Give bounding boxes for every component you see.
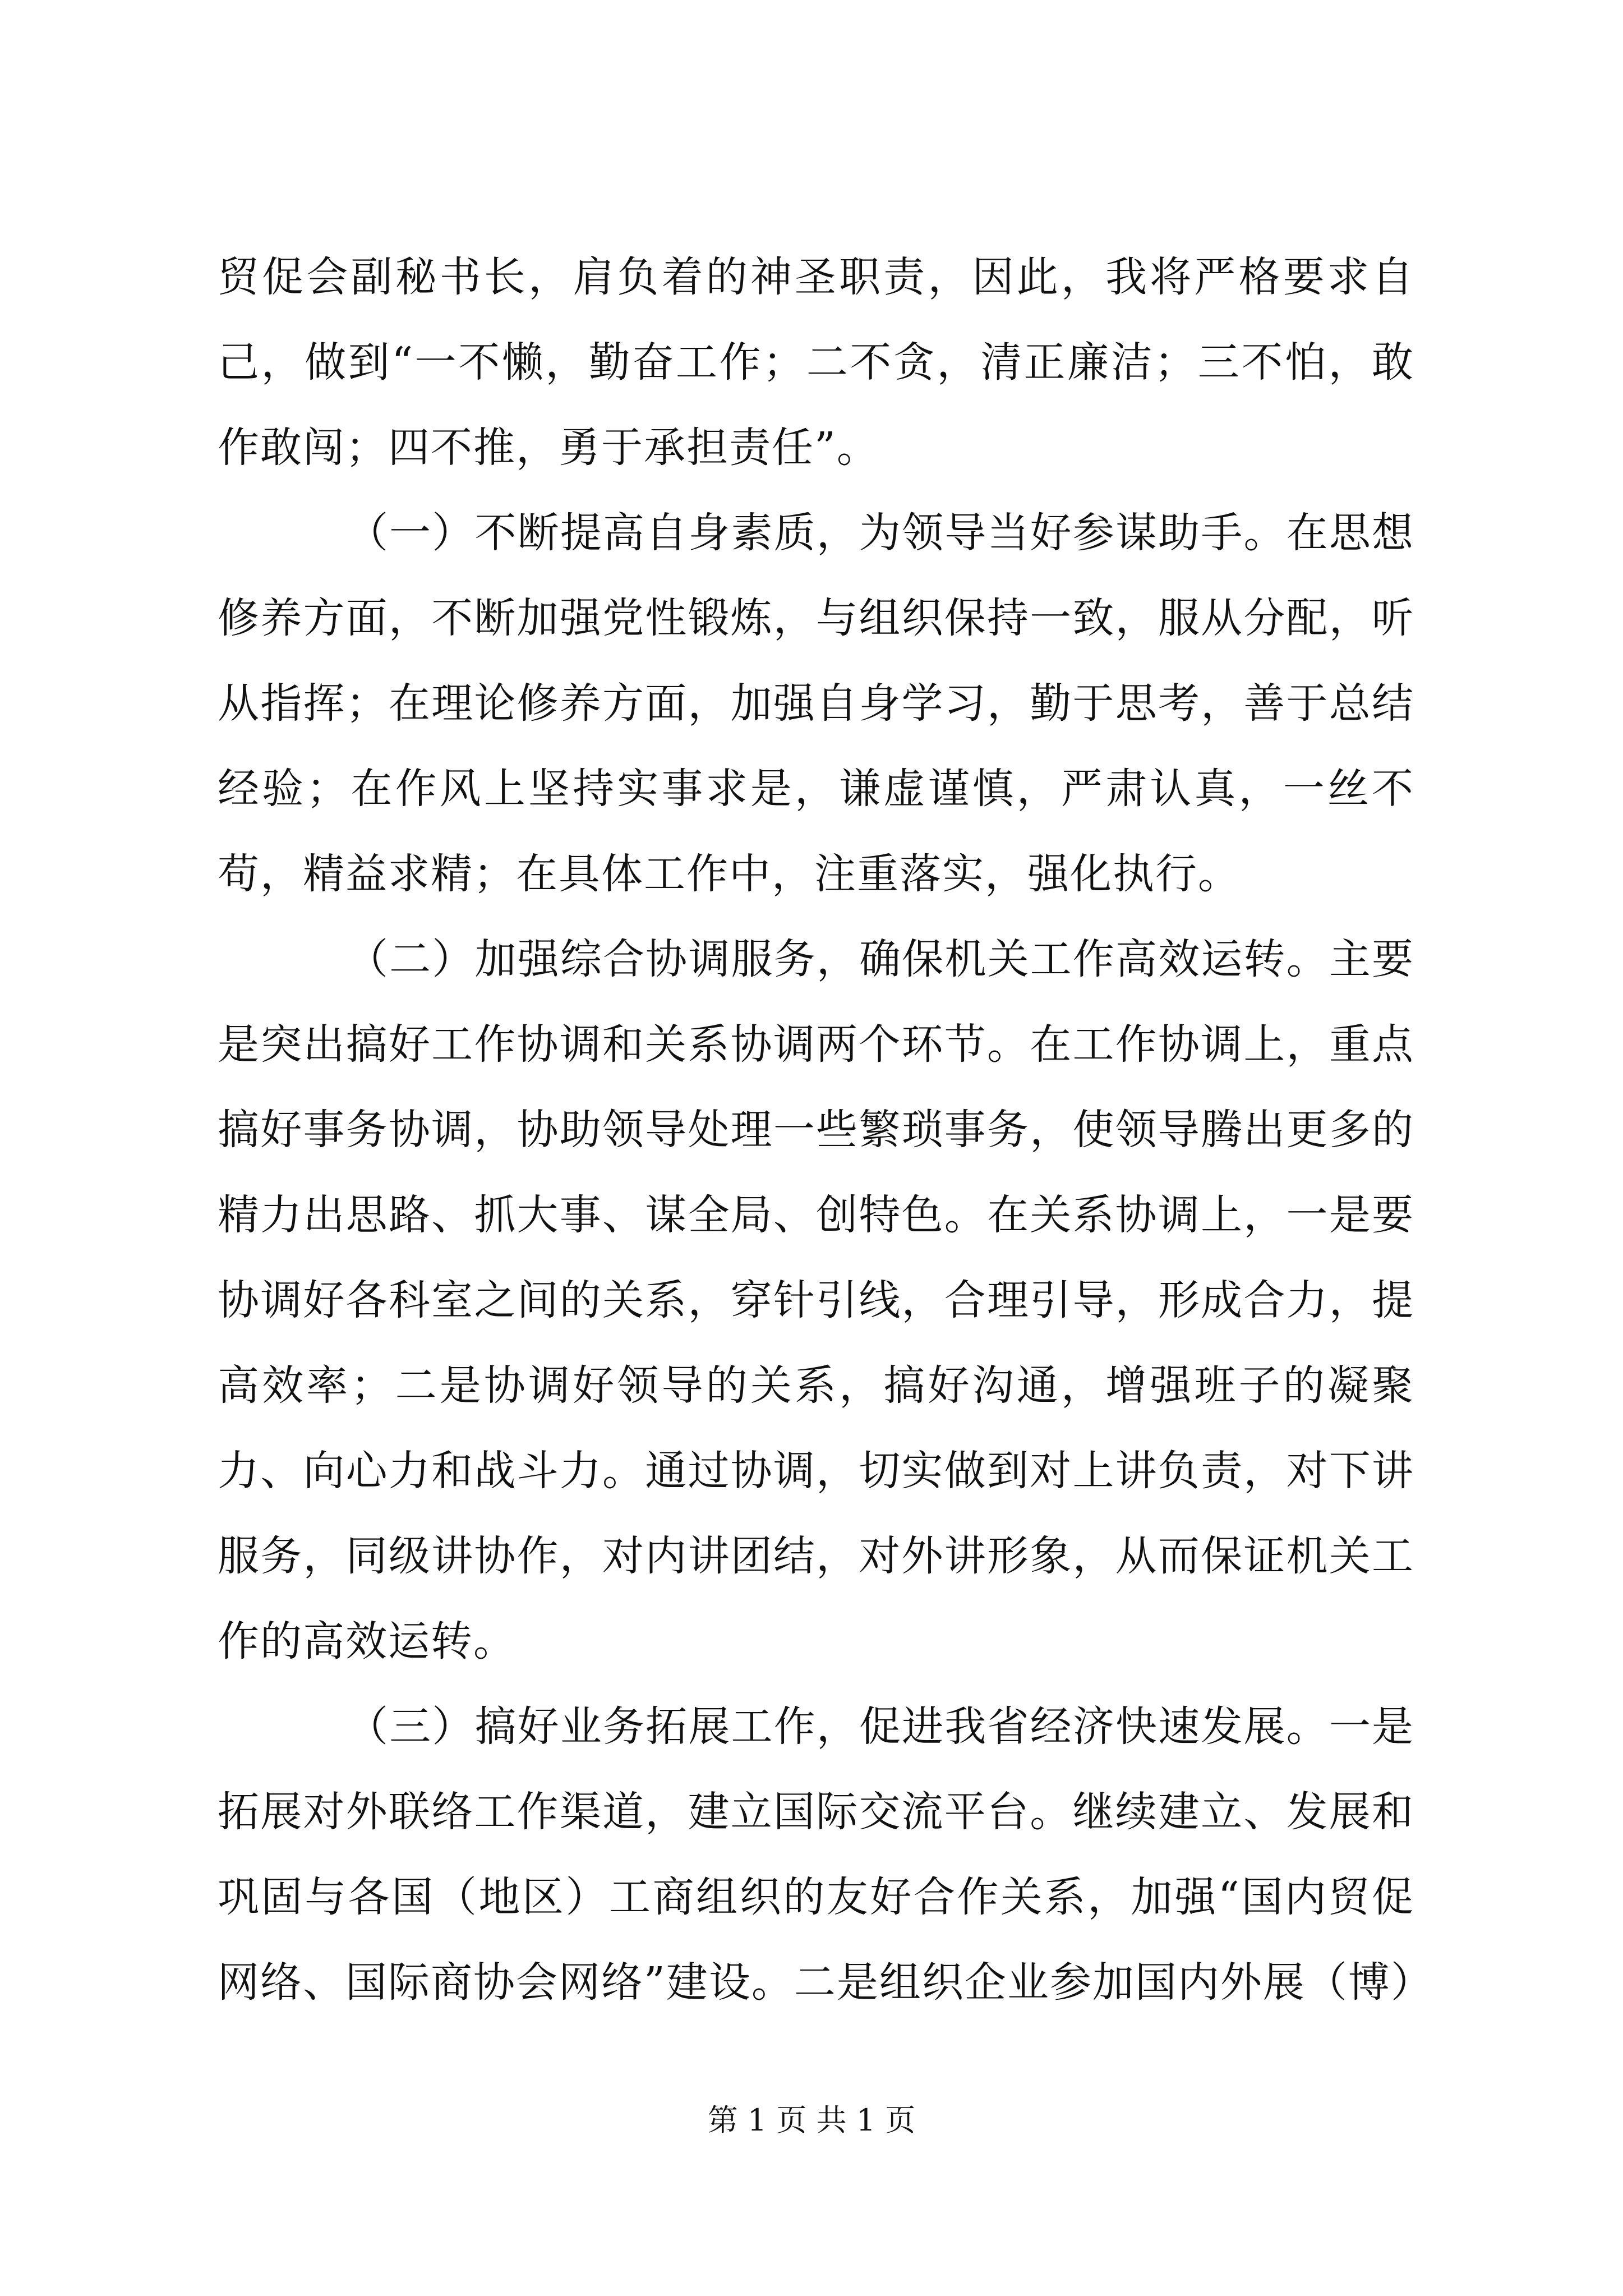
document-body	[218, 234, 1433, 2025]
page-number-indicator: 第 1 页 共 1 页	[707, 2102, 916, 2138]
paragraph-section-3: （三）搞好业务拓展工作，促进我省经济快速发展。一是拓展对外联络工作渠道，建立国际交流平台。继续建立、发展和巩固与各国（地区）工商组织的友好合作关系，加强“国内贸促网络、国际商协会网络”建设。二是组织企业参加国内外展（博）	[218, 1703, 1433, 2007]
paragraph-section-1: （一）不断提高自身素质，为领导当好参谋助手。在思想修养方面，不断加强党性锻炼，与组织保持一致，服从分配，听从指挥；在理论修养方面，加强自身学习，勤于思考，善于总结经验；在作风上坚持实事求是，谦虚谨慎，严肃认真，一丝不苟，精益求精；在具体工作中，注重落实，强化执行。	[218, 509, 1414, 898]
page-footer	[0, 2101, 1623, 2140]
paragraph-section-2: （二）加强综合协调服务，确保机关工作高效运转。主要是突出搞好工作协调和关系协调两个环节。在工作协调上，重点搞好事务协调，协助领导处理一些繁琐事务，使领导腾出更多的精力出思路、抓大事、谋全局、创特色。在关系协调上，一是要协调好各科室之间的关系，穿针引线，合理引导，形成合力，提高效率；二是协调好领导的关系，搞好沟通，增强班子的凝聚力、向心力和战斗力。通过协调，切实做到对上讲负责，对下讲服务，同级讲协作，对内讲团结，对外讲形象，从而保证机关工作的高效运转。	[218, 935, 1414, 1665]
paragraph-intro: 贸促会副秘书长，肩负着的神圣职责，因此，我将严格要求自己，做到“一不懒，勤奋工作；二不贪，清正廉洁；三不怕，敢作敢闯；四不推，勇于承担责任”。	[218, 253, 1414, 472]
